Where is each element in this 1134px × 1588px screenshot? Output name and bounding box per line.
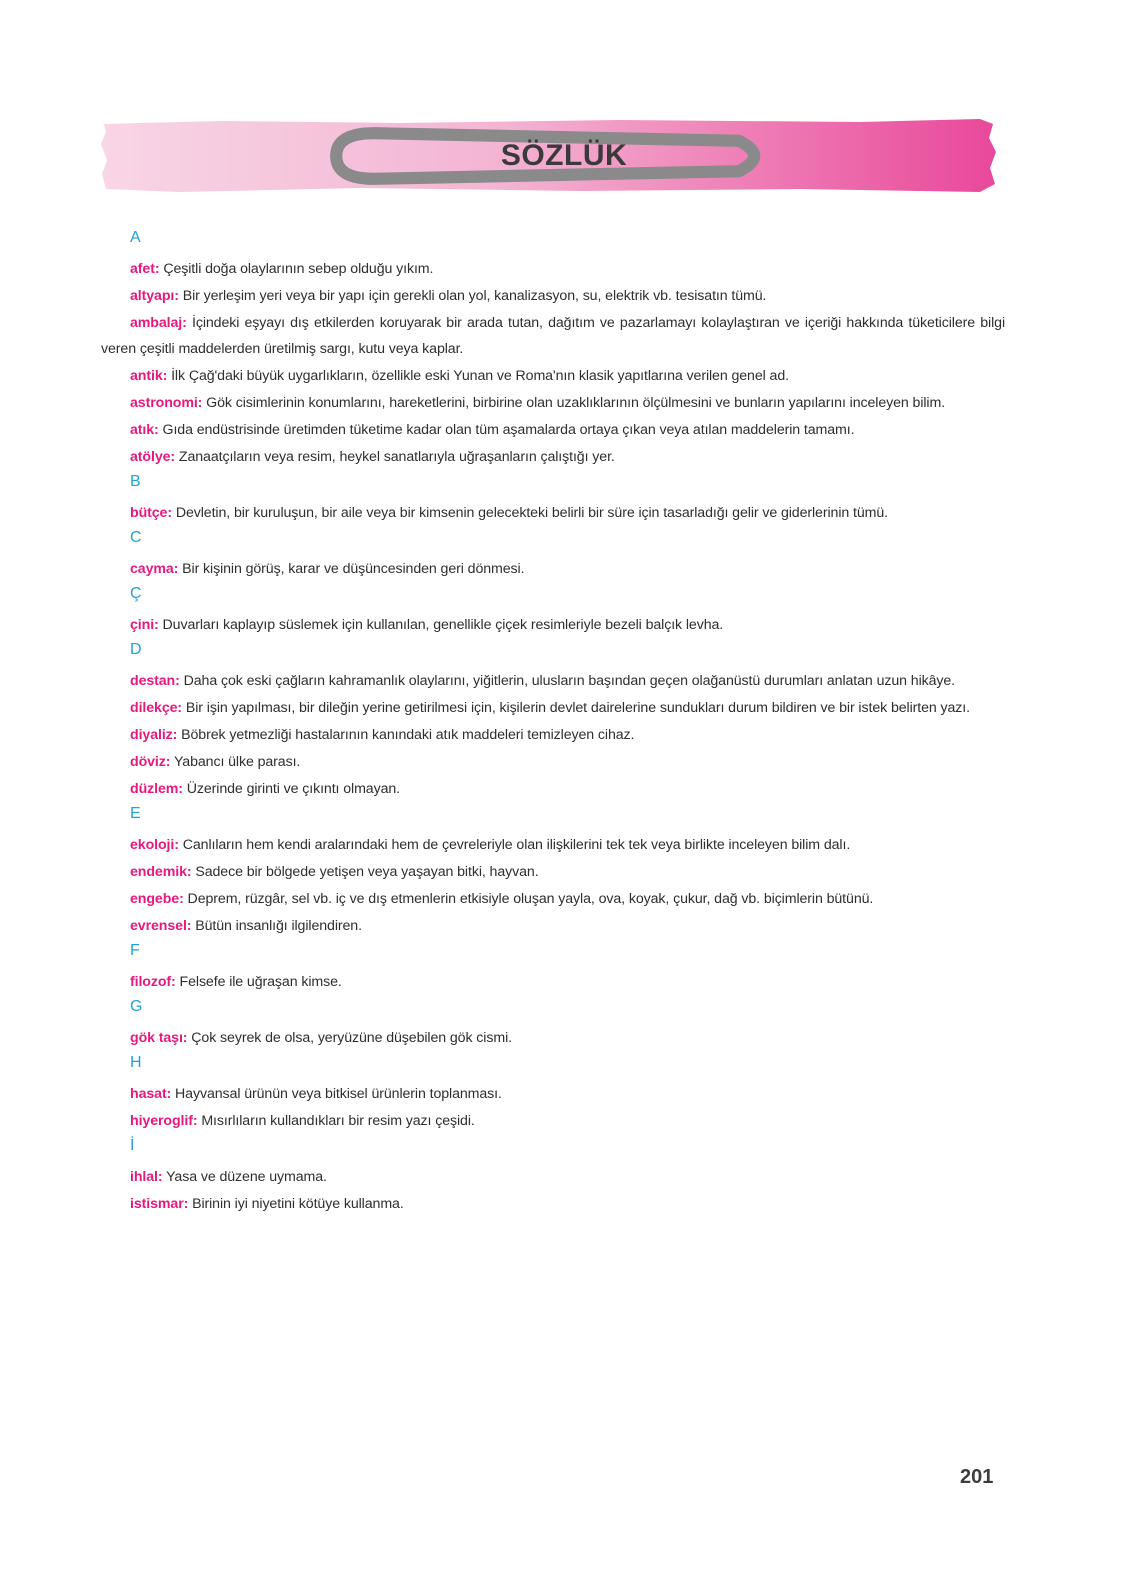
glossary-entry	[101, 612, 1005, 638]
entry-definition: Böbrek yetmezliği hastalarının kanındaki atık maddeleri temizleyen cihaz.	[181, 727, 635, 743]
entry-definition: Hayvansal ürünün veya bitkisel ürünlerin toplanması.	[175, 1086, 502, 1102]
glossary-entry	[101, 556, 1005, 582]
glossary-entry	[101, 1164, 1005, 1190]
entry-definition: Canlıların hem kendi aralarındaki hem de çevreleriyle olan ilişkilerini tek tek veya birlikte inceleyen bilim dalı.	[182, 837, 851, 853]
entry-term: dilekçe:	[130, 700, 183, 716]
glossary-entry	[101, 256, 1005, 282]
glossary-entry	[101, 1191, 1005, 1217]
entry-definition: İlk Çağ'daki büyük uygarlıkların, özellikle eski Yunan ve Roma'nın klasik yapıtlarına verilen genel ad.	[171, 368, 789, 384]
entry-term: altyapı:	[130, 288, 179, 304]
entry-definition: Devletin, bir kuruluşun, bir aile veya bir kimsenin gelecekteki belirli bir süre için tasarladığı gelir ve giderlerinin tümü.	[175, 505, 888, 521]
entry-definition: Yasa ve düzene uymama.	[166, 1169, 327, 1185]
glossary-entry	[101, 749, 1005, 775]
section-letter: A	[130, 229, 141, 246]
entry-term: endemik:	[130, 864, 192, 880]
glossary-entry	[101, 776, 1005, 802]
entry-definition: Daha çok eski çağların kahramanlık olaylarını, yiğitlerin, ulusların başından geçen olağanüstü durumları anlatan uzun hikâye.	[183, 673, 956, 689]
section-letter: C	[130, 529, 142, 546]
glossary-entry	[101, 1108, 1005, 1134]
entry-definition: Gıda endüstrisinde üretimden tüketime kadar olan tüm aşamalarda ortaya çıkan veya atılan maddelerin tamamı.	[162, 422, 855, 438]
glossary-entry	[101, 500, 1005, 526]
entry-definition: Bir yerleşim yeri veya bir yapı için gerekli olan yol, kanalizasyon, su, elektrik vb. tesisatın tümü.	[182, 288, 767, 304]
entry-term: afet:	[130, 261, 160, 277]
entry-term: atölye:	[130, 449, 176, 465]
entry-definition: Birinin iyi niyetini kötüye kullanma.	[192, 1196, 404, 1212]
glossary-entry	[101, 969, 1005, 995]
entry-definition: Üzerinde girinti ve çıkıntı olmayan.	[186, 781, 400, 797]
glossary-entry	[101, 695, 1005, 721]
entry-term: antik:	[130, 368, 168, 384]
glossary-entry	[101, 363, 1005, 389]
glossary-entry	[101, 668, 1005, 694]
entry-term: astronomi:	[130, 395, 203, 411]
glossary-entry	[101, 913, 1005, 939]
entry-definition: Zanaatçıların veya resim, heykel sanatlarıyla uğraşanların çalıştığı yer.	[178, 449, 615, 465]
section-letter: H	[130, 1054, 142, 1071]
glossary-entry	[101, 1025, 1005, 1051]
glossary-entry	[101, 390, 1005, 416]
entry-definition: Bütün insanlığı ilgilendiren.	[195, 918, 362, 934]
entry-term: döviz:	[130, 754, 171, 770]
entry-term: atık:	[130, 422, 159, 438]
glossary-entry	[101, 722, 1005, 748]
glossary-entry	[101, 832, 1005, 858]
entry-definition: Mısırlıların kullandıkları bir resim yazı çeşidi.	[201, 1113, 475, 1129]
entry-term: destan:	[130, 673, 180, 689]
entry-term: hasat:	[130, 1086, 172, 1102]
section-letter: Ç	[130, 585, 142, 602]
section-letter: E	[130, 805, 141, 822]
entry-term: istismar:	[130, 1196, 189, 1212]
glossary-entry	[101, 444, 1005, 470]
entry-term: düzlem:	[130, 781, 183, 797]
glossary-entry	[101, 1081, 1005, 1107]
entry-definition: Sadece bir bölgede yetişen veya yaşayan bitki, hayvan.	[195, 864, 539, 880]
entry-definition: Çok seyrek de olsa, yeryüzüne düşebilen gök cismi.	[191, 1030, 512, 1046]
entry-term: cayma:	[130, 561, 179, 577]
entry-definition: Felsefe ile uğraşan kimse.	[179, 974, 342, 990]
entry-definition: Çeşitli doğa olaylarının sebep olduğu yıkım.	[163, 261, 434, 277]
entry-definition: Bir işin yapılması, bir dileğin yerine getirilmesi için, kişilerin devlet dairelerine sundukları durum bildiren ve bir istek belirten yazı.	[185, 700, 970, 716]
entry-term: ambalaj:	[130, 315, 187, 331]
entry-term: evrensel:	[130, 918, 192, 934]
page-number: 201	[960, 1466, 994, 1488]
section-letter: F	[130, 942, 140, 959]
entry-definition: İçindeki eşyayı dış etkilerden koruyarak bir arada tutan, dağıtım ve pazarlamayı kolaylaştıran ve içeriği hakkında tüketicilere bilgi veren çeşitli maddelerden üretilmiş sargı, kutu veya kaplar.	[101, 315, 1005, 357]
entry-term: gök taşı:	[130, 1030, 188, 1046]
section-letter: D	[130, 641, 142, 658]
glossary-entry	[101, 283, 1005, 309]
entry-definition: Deprem, rüzgâr, sel vb. iç ve dış etmenlerin etkisiyle oluşan yayla, ova, koyak, çukur, dağ vb. biçimlerin bütünü.	[187, 891, 874, 907]
entry-term: ekoloji:	[130, 837, 179, 853]
entry-term: çini:	[130, 617, 159, 633]
entry-term: diyaliz:	[130, 727, 178, 743]
glossary	[101, 226, 1005, 1218]
entry-definition: Duvarları kaplayıp süslemek için kullanılan, genellikle çiçek resimleriyle bezeli balçık levha.	[162, 617, 724, 633]
section-letter: B	[130, 473, 141, 490]
glossary-entry	[101, 859, 1005, 885]
entry-term: ihlal:	[130, 1169, 163, 1185]
entry-definition: Yabancı ülke parası.	[173, 754, 301, 770]
page-title: SÖZLÜK	[500, 139, 628, 172]
entry-definition: Gök cisimlerinin konumlarını, hareketlerini, birbirine olan uzaklıklarının ölçülmesini ve bunların yapılarını inceleyen bilim.	[206, 395, 946, 411]
entry-term: hiyeroglif:	[130, 1113, 198, 1129]
entry-term: bütçe:	[130, 505, 172, 521]
entry-term: filozof:	[130, 974, 176, 990]
section-letter: G	[130, 998, 143, 1015]
title-banner	[100, 118, 998, 194]
section-letter: İ	[130, 1137, 135, 1154]
glossary-entry	[101, 310, 1005, 362]
glossary-entry	[101, 417, 1005, 443]
glossary-entry	[101, 886, 1005, 912]
entry-term: engebe:	[130, 891, 184, 907]
entry-definition: Bir kişinin görüş, karar ve düşüncesinden geri dönmesi.	[182, 561, 525, 577]
